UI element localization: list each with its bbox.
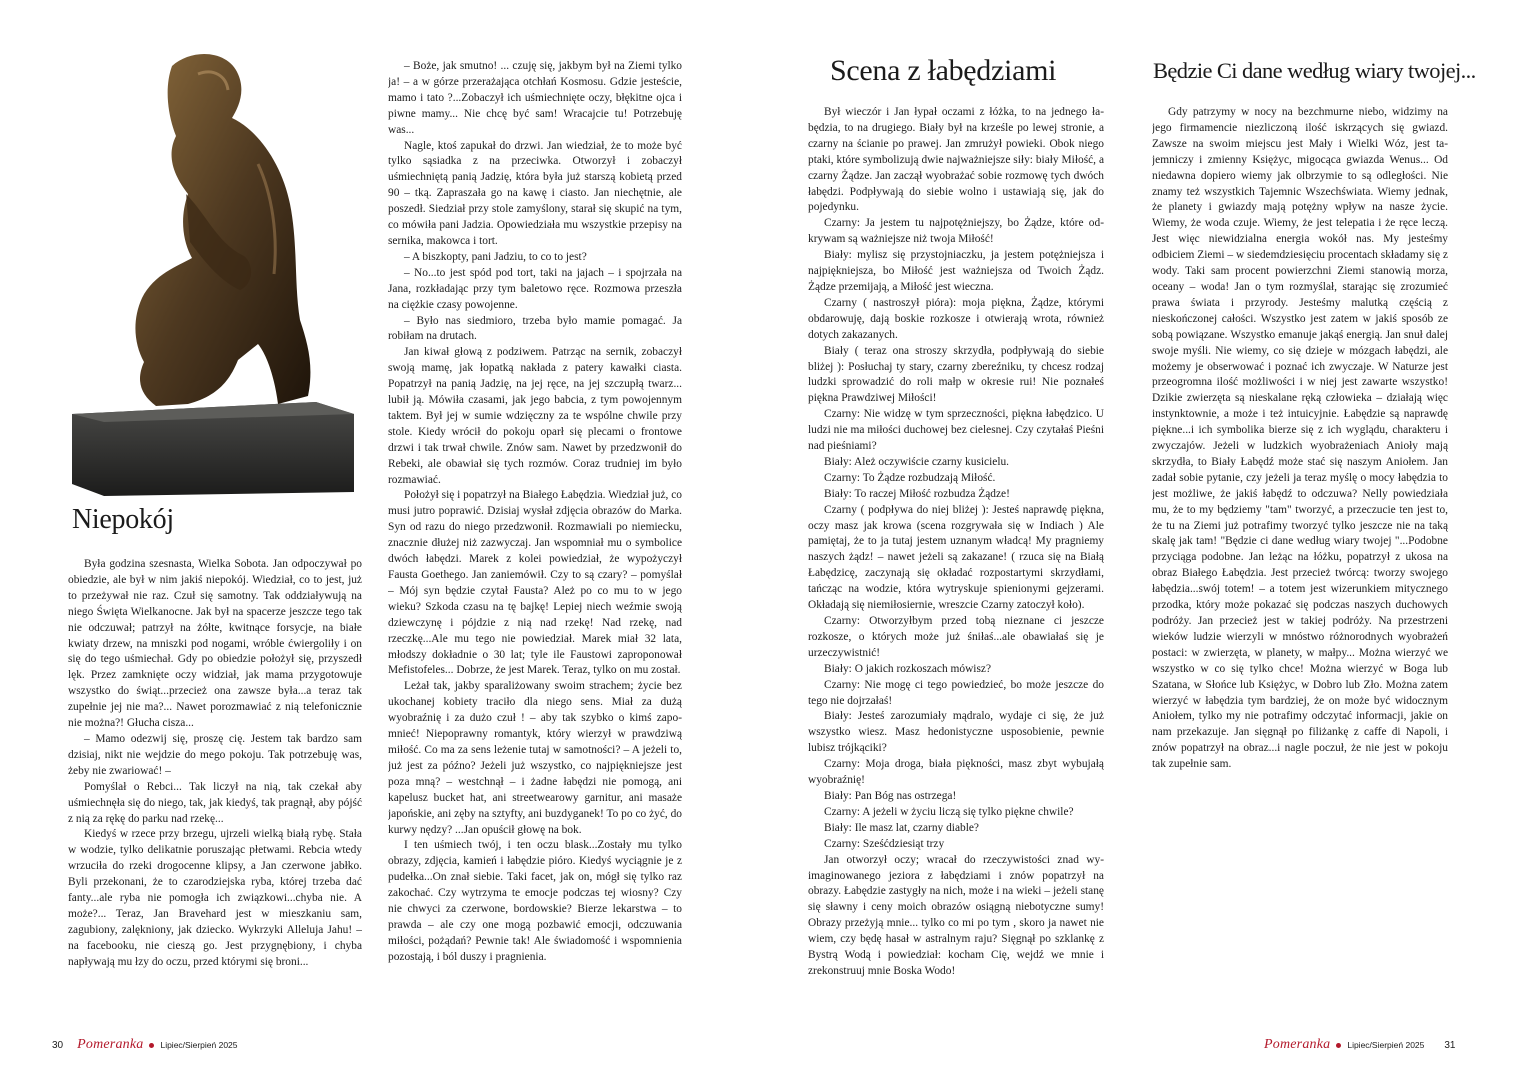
article-title-scena: Scena z łabędziami (830, 54, 1057, 87)
paragraph: Biały: O jakich rozkoszach mówisz? (824, 662, 992, 675)
right-page (758, 0, 1516, 1080)
paragraph: Pomyślał o Rebci... Tak liczył na nią, tak czekał aby uśmiechnęła się do niego, tak, jak kiedyś, tak pragnął, aby pójść z nią za rękę do parku nad rzekę... (68, 780, 362, 825)
paragraph: Czarny: Otworzyłbym przed tobą nieznane ci jeszcze rozkosze, o których może już śniłaś...ale obawiałaś się je urzeczywistnić! (808, 615, 1104, 659)
thinker-statue-icon (68, 44, 360, 496)
paragraph: Biały: To raczej Miłość rozbudza Żądze! (824, 487, 1010, 500)
paragraph: Biały: mylisz się przystojniaczku, ja jestem potężniejsza i najpiękniejsza, bo Miłość jest ważniejsza od Twoich Żądz. Żądze przemijają, a Miłość jest wieczna. (808, 249, 1104, 293)
paragraph: Czarny: Sześćdziesiąt trzy (824, 837, 945, 850)
paragraph: Czarny: Nie widzę w tym sprzeczności, piękna łabędzico. U ludzi nie ma miłości duchowej bez cielesnej. Czy czytałaś Pieśni nad pieśniami? (808, 408, 1104, 453)
magazine-logo: Pomeranka (1264, 1037, 1331, 1052)
paragraph: Był wieczór i Jan łypał oczami z łóżka, to na jednego łabędzia, to na drugiego. Biały był na krześle po lewej stronie, a czarny na ścianie po prawej. Jan zmrużył powieki. Obok niego ptaki, które symbolizują dwie najważniejsze siły: biały Miłość, a czarny Żądze. Jan zaczął wyobrażać sobie rozmowę tych dwóch łabędzi. Podpływają do siebie wolno i ustawiają się, jak do pojedynku. (808, 106, 1104, 214)
right-column-2 (1152, 105, 1448, 1010)
paragraph: – No...to jest spód pod tort, taki na jajach – i spojrzała na Jana, rozkładając przy tym baletowo ręce. Rozmowa przeszła na ciężkie czasy powojenne. (388, 266, 682, 311)
paragraph: – A biszkopty, pani Jadziu, to co to jest? (404, 250, 587, 263)
paragraph: Leżał tak, jakby sparaliżowany swoim strachem; życie bez ukochanej kobiety traciło dla niego sens. Miał za dużą wyobraźnię i za dużo czuł ! – aby tak szybko o kimś zapomnieć! Niepoprawny romantyk, który wierzył w prawdziwą miłość. Co ma za sens leżenie tutaj w samotności? – A jeżeli to, już jest za późno? Jeżeli już wszystko, co najpiękniejsze jest poza mną? – westchnął – i żadne łabędzi nie pomogą, ani kapelusz bucket hat, ani streetwearowy garnitur, ani masaże japońskie, ani zęby na sztyfty, ani buzdyganek! To po co żyć, do kurwy nędzy? ...Jan opuścił głowę na bok. (388, 680, 682, 836)
bullet-dot-icon (1336, 1043, 1341, 1048)
paragraph: Czarny: Nie mogę ci tego powiedzieć, bo może jeszcze do tego nie dojrzałaś! (808, 678, 1104, 707)
paragraph: Gdy patrzymy w nocy na bezchmurne niebo, widzimy na jego firmamencie niezliczoną ilość iskrzących się gwiazd. Zawsze na swoim miejscu jest Mały i Wielki Wóz, jest tajemniczy i zmienny Księżyc, migocąca gwiazda Wenus... Od niedawna dopiero wiemy jak olbrzymie to są odległości. Nie znamy też wszystkich Tajemnic Wszechświata. Wiemy jednak, że planety i gwiazdy mają potężny wpływ na nasze życie. Wiemy, że woda czuje. Wiemy, że jest telepatia i że ręce leczą. Jest więc niewidzialna energia wokół nas. My jesteśmy odbiciem Ziemi – w siedemdziesięciu procentach składamy się z wody. Taki sam procent powierzchni Ziemi stanowią morza, oceany – woda! Jan o tym rozmyślał, starając się zrozumieć prawa świata i przyrody. Jesteśmy malutką częścią z nieskończonej całości. Wszystko jest zatem w jakiś sposób ze sobą powiązane. Wszystko emanuje jakąś energią. Jan snuł dalej swoje myśli. Nie wiemy, co się dzieje w mózgach łabędzi, ale możemy je obserwować i poznać ich zwyczaje. W Naturze jest przeogromna ilość możliwości i w niej jest zawarte wszystko! Dzikie zwierzęta są nieskalane ręką człowieka – działają więc instynktownie, a może i też intuicyjnie. Łabędzie są naprawdę piękne...i ich symbolika bierze się z ich wyglądu, charakteru i zwyczajów. Jeżeli w ludzkich wyobrażeniach Anioły mają skrzydła, to Biały Łabędź może stać się naszym Aniołem. Jan zadał sobie pytanie, czy jeżeli ja teraz myślę o mocy łabędzia to jest możliwe, że jakiś łabędź to odczuwa? Nelly powiedziała mu, że to my będziemy "tam" tworzyć, a przeczucie ten jest to, że tu na Ziemi już potrafimy tworzyć tylko jeszcze nie na taką skalę jak tam! "Będzie ci dane według wiary twojej "...Podobne przyciąga podobne. Jan leżąc na łóżku, popatrzył z ukosa na obraz Białego Łabędzia. Jest przecież twórcą: tworzy swojego łabędzia...swój totem! – a totem jest wizerunkiem mitycznego przodka, który może pokazać się podczas naszych duchowych podróży. Jan przecież jest w takiej podróży. Na przestrzeni wieków ludzie wierzyli w mnóstwo różnorodnych wyobrażeń postaci: w zwierzęta, w planety, w małpy... Można wierzyć we wszystko w co się tylko chce! Można wierzyć w Boga lub Szatana, w Słońce lub Księżyc, w Dobro lub Zło. Można zatem wierzyć w łabędzia tym bardziej, że on może być widocznym Aniołem, tylko my nie potrafimy odczytać informacji, jakie on nam przekazuje. Jan sięgnął po filiżankę z caffe di Napoli, i znów popatrzył na obraz...i nagle poczuł, że nie jest w pokoju tak zupełnie sam. (1152, 106, 1448, 771)
bullet-dot-icon (149, 1043, 154, 1048)
issue-label: Lipiec/Sierpień 2025 (1347, 1040, 1425, 1050)
paragraph: Kiedyś w rzece przy brzegu, ujrzeli wielką białą rybę. Stała w wodzie, tylko delikatnie poruszając płetwami. Rebcia wtedy wrzuciła do rzeki drogocenne klipsy, a Jan czerwone jabłko. Byli przekonani, że to czarodziejska ryba, której trzeba dać fanty...ale ryba nie pomogła ich związkowi...chyba nie. A może?... Teraz, Jan Bravehard jest w mieszkaniu sam, zagubiony, zalękniony, jak dziecko. Wykrzyki Alleluja Jahu! – na facebooku, nie cieszą go. Jest przygnębiony, i chyba napływają mu łzy do oczu, przed którymi się broni... (68, 828, 362, 968)
paragraph: Biały ( teraz ona stroszy skrzydła, podpływają do siebie bliżej ): Posłuchaj ty stary, czarny zbereźniku, ty chcesz rodzaj ludzki sprowadzić do roli małp w okresie rui! Nie poznałeś piękna Prawdziwej Miłości! (808, 344, 1104, 405)
paragraph: Jan kiwał głową z podziwem. Patrząc na sernik, zobaczył swoją mamę, jak łopatką nakłada z patery kawałki ciasta. Popatrzył na panią Jadzię, na jej ręce, na jej szczupłą twarz... lubił ją. Mówiła czasami, jak jego babcia, z tym powojennym taktem. Był jej w sumie wdzięczny za te wspólne chwile przy stole. Kiedy wrócił do pokoju oparł się plecami o frontowe drzwi i tak trwał chwile. Znów sam. Nawet by przedzwonił do Rebeki, ale obawiał się tych rozmów. Coraz trudniej im było rozmawiać. (388, 346, 682, 486)
paragraph: Biały: Pan Bóg nas ostrzega! (824, 789, 957, 802)
paragraph: Była godzina szesnasta, Wielka Sobota. Jan odpoczywał po obiedzie, ale był w nim jakiś niepokój. Wiedział, co to jest, już to przeżywał nie raz. Czuł się samotny. Tak oddziaływują na niego Święta Wielkanocne. Jak był na spacerze jeszcze tego tak nie odczuwał; patrzył na żółte, kwitnące forsycje, na białe kwiaty drzew, na mniszki pod nogami, wróble ćwiergoliły i on się do tego uśmiechał. Gdy po obiedzie położył się, przyszedł lęk. Przez zamknięte oczy widział, jak mama przygotowuje wszystko do świąt...przecież ona zawsze była...a teraz tak zupełnie jej nie ma?... Nawet porozmawiać z nią telefonicznie nie można?! Głucha cisza... (68, 558, 362, 730)
paragraph: Biały: Jesteś zarozumiały mądralo, wydaje ci się, że już wszystko wiesz. Masz hedonistyczne usposobienie, pewnie lubisz trójkąciki? (808, 710, 1104, 755)
thinker-statue-image (68, 44, 360, 496)
page-number: 31 (1444, 1039, 1456, 1051)
paragraph: Nagle, ktoś zapukał do drzwi. Jan wiedział, że to może być tylko sąsiadka z na przeciwka. Otworzył i zobaczył uśmiechniętą panią Jadzię, która była już starszą kobietą przed 90 – tką. Zapraszała go na kawę i ciasto. Jan niechętnie, ale poszedł. Siedział przy stole zamyślony, starał się skupić na tym, co mówiła pani Jadzia. Opowiedziała mu wszystkie przepisy na sernika, makowca i tort. (388, 139, 682, 247)
paragraph: Czarny: To Żądze rozbudzają Miłość. (824, 471, 996, 484)
left-column-2 (388, 59, 682, 1009)
right-page-footer (1264, 1036, 1456, 1054)
left-column-1 (68, 557, 362, 1009)
issue-label: Lipiec/Sierpień 2025 (160, 1040, 238, 1050)
paragraph: Czarny: A jeżeli w życiu liczą się tylko piękne chwile? (824, 805, 1074, 818)
paragraph: I ten uśmiech twój, i ten oczu blask...Zostały mu tylko obrazy, zdjęcia, kamień i łabędzie pióro. Kiedyś wyciągnie je z pudełka...On znał siebie. Taki facet, jak on, mógł się tylko raz zakochać. Czy wytrzyma te emocje podczas tej wiosny? Czy nie chwyci za czerwone, bordowskie? Bierze lekarstwa – to prawda – ale czy one mogą pozbawić emocji, odczuwania miłości, pożądań? Pewnie tak! Ale świadomość i wspomnienia pozostają, i ból duszy i pragnienia. (388, 839, 682, 963)
magazine-logo: Pomeranka (77, 1037, 144, 1052)
right-column-1 (808, 105, 1104, 1010)
paragraph: Czarny: Ja jestem tu najpotężniejszy, bo Żądze, które odkrywam są ważniejsze niż twoja Miłość! (808, 217, 1104, 246)
paragraph: – Było nas siedmioro, trzeba było mamie pomagać. Ja robiłam na drutach. (388, 314, 682, 343)
paragraph: Biały: Ależ oczywiście czarny kusicielu. (824, 455, 1010, 468)
article-title-bedzie: Będzie Ci dane według wiary twojej... (1153, 58, 1476, 83)
paragraph: Jan otworzył oczy; wracał do rzeczywistości znad wyimaginowanego jeziora z łabędziami i znów popatrzył na obrazy. Łabędzie zastygły na nich, może i na wieki – jeżeli stanę się sławny i ceny moich obrazów osiągną niebotyczne sumy! Obrazy przeżyją mnie... tylko co mi po tym , skoro ja nawet nie wiem, czy będę hasał w astralnym raju? Sięgnął po szklankę z Bystrą Wodą i powiedział: kocham Cię, wejdź we mnie i zrekonstruuj mnie Boska Wodo! (808, 853, 1104, 977)
article-title-niepokoj: Niepokój (72, 504, 174, 535)
paragraph: – Boże, jak smutno! ... czuję się, jakbym był na Ziemi tylko ja! – a w górze przerażająca otchłań Kosmosu. Gdzie jesteście, mamo i tato ?...Zobaczył ich uśmiechnięte oczy, błękitne ojca i piwne mamy... Nie chcę być sam! Wracajcie tu! Potrzebuję was... (388, 60, 682, 136)
paragraph: Biały: Ile masz lat, czarny diable? (824, 821, 979, 834)
paragraph: Czarny: Moja droga, biała piękności, masz zbyt wybujałą wyobraźnię! (808, 758, 1104, 787)
paragraph: Czarny ( nastroszył pióra): moja piękna, Żądze, którymi obdarowuję, dają boskie rozkosze i otwierają wrota, również dotych zakazanych. (808, 296, 1104, 341)
page-number: 30 (52, 1039, 64, 1051)
paragraph: Czarny ( podpływa do niej bliżej ): Jesteś naprawdę piękna, oczy masz jak krowa (scena rozgrywała się w Indiach ) Ale pamiętaj, że to ja tutaj jestem uznanym władcą! My pragniemy naszych żądz! – nawet jeżeli są zakazane! ( rzuca się na Białą Łabędzicę, zaczynają się okładać rozpostartymi skrzydłami, tańcząc na wodzie, która wytryskuje spienionymi gejzerami. Okładają się niemiłosiernie, wreszcie Czarny zatoczył koło). (808, 503, 1104, 612)
paragraph: – Mamo odezwij się, proszę cię. Jestem tak bardzo sam dzisiaj, nikt nie wejdzie do mego pokoju. Tak potrzebuję was, żeby nie zwariować! – (68, 732, 362, 777)
paragraph: Położył się i popatrzył na Białego Łabędzia. Wiedział już, co musi jutro poprawić. Dzisiaj wysłał zdjęcia obrazów do Marka. Syn od razu do niego przedzwonił. Rozmawiali po niemiecku, znacznie dłużej niż zazwyczaj. Jan wspomniał mu o symbolice dwóch łabędzi. Marek z kolei powiedział, że wypożyczył Fausta Goethego. Jan zaniemówił. Czy to są czary? – pomyślał – Mój syn będzie czytał Fausta? Ależ po co mu to w jego wieku? Szkoda czasu na tę bajkę! Lepiej niech weźmie swoją dziewczynę i pójdzie z nią nad rzekę! Nad rzekę, nad rzeczkę...Ale mu tego nie powiedział. Marek miał 32 lata, młodszy dokładnie o 30 lat; tyle ile Faustowi zaproponował Mefistofeles... Dobrze, że jest Marek. Teraz, tylko on mu został. (388, 489, 682, 677)
left-page-footer (52, 1036, 238, 1054)
